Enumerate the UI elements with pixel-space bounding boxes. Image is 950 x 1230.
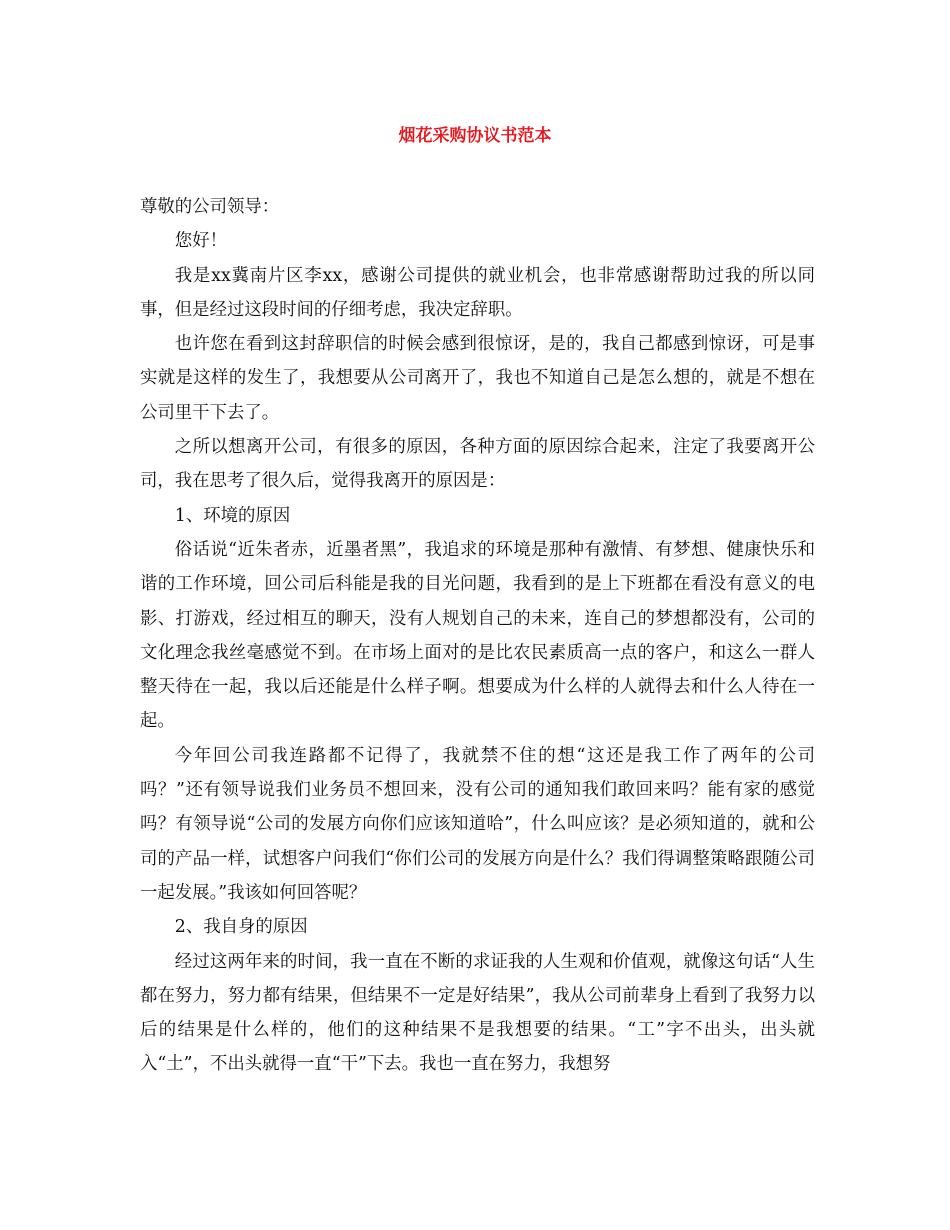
salutation: 尊敬的公司领导：	[140, 197, 280, 217]
paragraph-surprise: 也许您在看到这封辞职信的时候会感到很惊讶，是的，我自己都感到惊讶，可是事实就是这样的发生了，我想要从公司离开了，我也不知道自己是怎么想的，就是不想在公司里干下去了。	[140, 334, 815, 423]
paragraph-company-return: 今年回公司我连路都不记得了，我就禁不住的想“这还是我工作了两年的公司吗？”还有领导说我们业务员不想回来，没有公司的通知我们敢回来吗？能有家的感觉吗？有领导说“公司的发展方向你们应该知道哈”，什么叫应该？是必须知道的，就和公司的产品一样，试想客户问我们“你们公司的发展方向是什么？我们得调整策略跟随公司一起发展。”我该如何回答呢？	[140, 745, 815, 903]
paragraph-reasons-intro: 之所以想离开公司，有很多的原因，各种方面的原因综合起来，注定了我要离开公司，我在思考了很久后，觉得我离开的原因是：	[140, 437, 815, 492]
section-heading-environment: 1、环境的原因	[174, 505, 291, 526]
document-title: 烟花采购协议书范本	[398, 126, 552, 146]
paragraph-self: 经过这两年来的时间，我一直在不断的求证我的人生观和价值观，就像这句话“人生都在努力，努力都有结果，但结果不一定是好结果”，我从公司前辈身上看到了我努力以后的结果是什么样的，他们的这种结果不是我想要的结果。“工”字不出头，出头就入“土”，不出头就得一直“干”下去。我也一直在努力，我想努	[140, 951, 815, 1075]
paragraph-greeting: 您好！	[174, 231, 227, 252]
paragraph-introduction: 我是xx冀南片区李xx，感谢公司提供的就业机会，也非常感谢帮助过我的所以同事，但是经过这段时间的仔细考虑，我决定辞职。	[140, 265, 815, 320]
document-body	[140, 190, 815, 1082]
paragraph-environment: 俗话说“近朱者赤，近墨者黑”，我追求的环境是那种有激情、有梦想、健康快乐和谐的工作环境，回公司后科能是我的目光问题，我看到的是上下班都在看没有意义的电影、打游戏，经过相互的聊天，没有人规划自己的未来，连自己的梦想都没有，公司的文化理念我丝毫感觉不到。在市场上面对的是比农民素质高一点的客户，和这么一群人整天待在一起，我以后还能是什么样子啊。想要成为什么样的人就得去和什么人待在一起。	[140, 539, 815, 732]
section-heading-self: 2、我自身的原因	[174, 917, 308, 938]
